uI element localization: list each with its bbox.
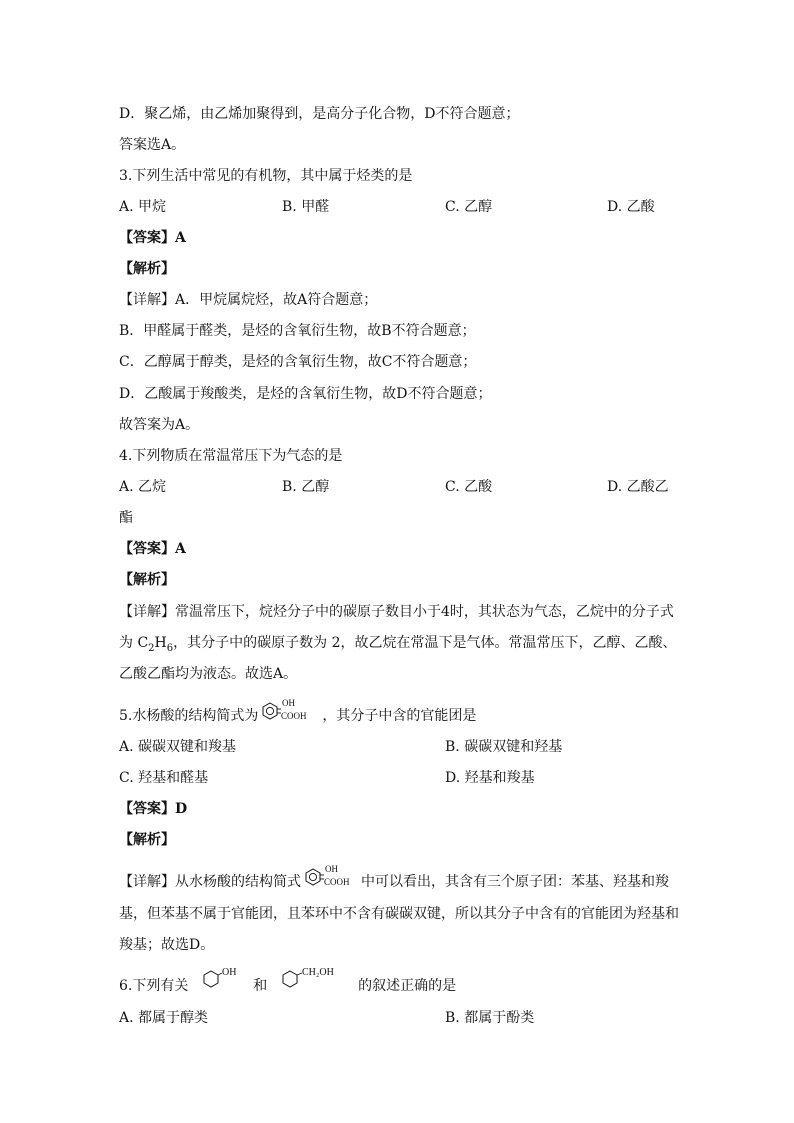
- svg-text:OH: OH: [221, 967, 237, 978]
- q4-option-b: B. 乙醇: [282, 479, 330, 495]
- q6-stem: 6.下列有关 OH 和 CH₂OH 的叙述正确的是: [119, 970, 456, 1002]
- q5-analysis-heading: 【解析】: [119, 832, 175, 848]
- q5-option-a: A. 碳碳双键和羧基: [119, 739, 237, 755]
- svg-text:COOH: COOH: [324, 877, 350, 887]
- q4-option-c: C. 乙酸: [445, 479, 493, 495]
- benzyl-alcohol-structure: [278, 966, 350, 998]
- q3-conclusion: 故答案为A。: [119, 417, 200, 433]
- q4-answer: 【答案】A: [119, 541, 186, 557]
- q3-detail-line-c: C．乙醇属于醇类，是烃的含氧衍生物，故C不符合题意；: [119, 354, 477, 370]
- q3-analysis-heading: 【解析】: [119, 261, 175, 277]
- q2-option-d-explanation: D．聚乙烯，由乙烯加聚得到，是高分子化合物，D不符合题意；: [119, 106, 520, 122]
- svg-text:OH: OH: [282, 698, 296, 708]
- q3-option-b: B. 甲醛: [282, 199, 330, 215]
- q3-option-d: D. 乙酸: [607, 199, 655, 215]
- q6-option-a: A. 都属于醇类: [119, 1010, 209, 1026]
- q5-stem: 5.水杨酸的结构简式为 OH COOH ，其分子中含的官能团是: [119, 700, 476, 732]
- svg-text:COOH: COOH: [281, 711, 307, 721]
- q5-option-d: D. 羟基和羧基: [445, 770, 535, 786]
- q4-analysis-heading: 【解析】: [119, 572, 175, 588]
- q4-detail-line-3: 乙酸乙酯均为液态。故选A。: [119, 666, 298, 682]
- q5-detail-line-1: 【详解】从水杨酸的结构简式 OH COOH 中可以看出，其含有三个原子团：苯基、羟基和羧: [119, 866, 669, 898]
- q3-option-c: C. 乙醇: [445, 199, 493, 215]
- q6-option-b: B. 都属于酚类: [445, 1010, 535, 1026]
- salicylic-acid-structure: [258, 697, 322, 729]
- q3-answer: 【答案】A: [119, 230, 186, 246]
- q3-detail: 【详解】A．甲烷属烷烃，故A符合题意；: [119, 292, 378, 308]
- svg-text:CH₂OH: CH₂OH: [301, 967, 334, 978]
- phenol-structure: [199, 966, 245, 998]
- q3-detail-line-b: B．甲醛属于醛类，是烃的含氧衍生物，故B不符合题意；: [119, 323, 476, 339]
- q5-detail-line-3: 羧基；故选D。: [119, 937, 215, 953]
- q5-option-b: B. 碳碳双键和羟基: [445, 739, 563, 755]
- q4-option-d-wrap: 酯: [119, 510, 133, 526]
- q4-option-d: D. 乙酸乙: [607, 479, 669, 495]
- q4-stem: 4.下列物质在常温常压下为气态的是: [119, 448, 343, 464]
- q4-option-a: A. 乙烷: [119, 479, 167, 495]
- q4-detail-line-2: 为 $C_2H_6$，其分子中的碳原子数为 2，故乙烷在常温下是气体。常温常压下，乙醇、乙酸、: [119, 635, 677, 654]
- q3-stem: 3.下列生活中常见的有机物，其中属于烃类的是: [119, 168, 413, 184]
- q5-detail-line-2: 基，但苯基不属于官能团，且苯环中不含有碳碳双键，所以其分子中含有的官能团为羟基和: [119, 906, 679, 922]
- q5-option-c: C. 羟基和醛基: [119, 770, 209, 786]
- q2-conclusion: 答案选A。: [119, 137, 186, 153]
- q4-detail-line-1: 【详解】常温常压下，烷烃分子中的碳原子数目小于4时，其状态为气态，乙烷中的分子式: [119, 604, 674, 620]
- q3-detail-line-d: D．乙酸属于羧酸类，是烃的含氧衍生物，故D不符合题意；: [119, 386, 492, 402]
- svg-text:OH: OH: [325, 864, 338, 874]
- q3-option-a: A. 甲烷: [119, 199, 167, 215]
- q5-answer: 【答案】D: [119, 801, 188, 817]
- salicylic-acid-structure-inline: [301, 863, 361, 895]
